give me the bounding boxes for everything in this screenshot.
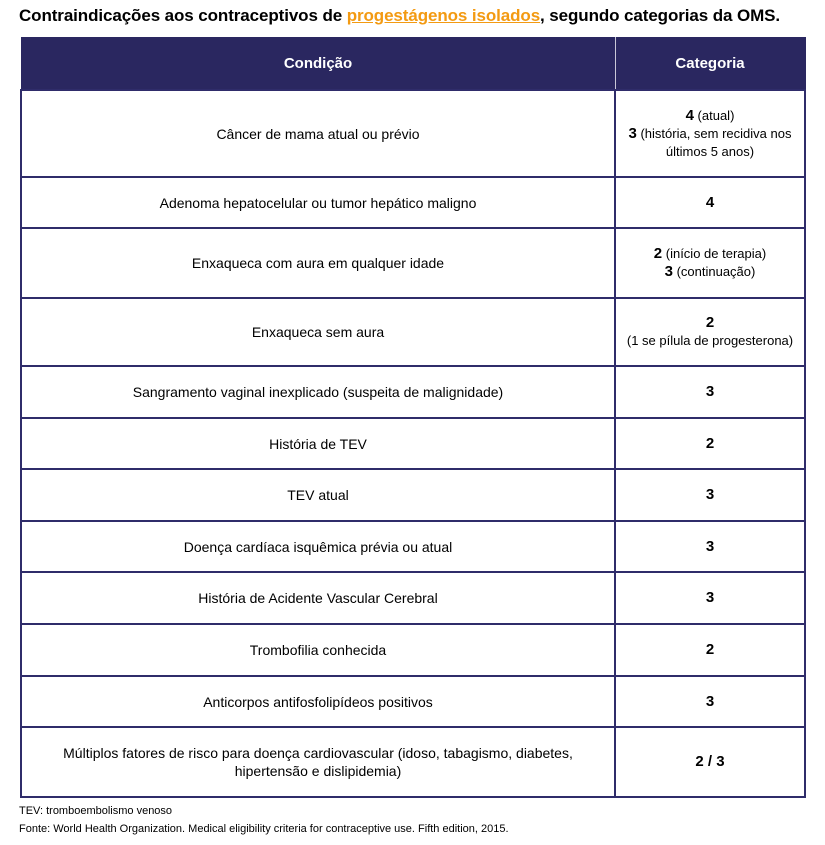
category-cell (615, 624, 805, 676)
table-header-row (21, 38, 805, 91)
category-number: 3 (628, 124, 637, 142)
header-condition: Condição (21, 38, 615, 91)
header-category: Categoria (615, 38, 805, 91)
category-line (624, 589, 796, 607)
category-number: 2 (705, 434, 715, 452)
contraindications-table (20, 37, 806, 798)
category-cell (615, 469, 805, 521)
condition-cell: Enxaqueca sem aura (21, 298, 615, 366)
category-line (624, 383, 796, 401)
title-highlight-link[interactable]: progestágenos isolados (346, 6, 541, 25)
category-cell (615, 90, 805, 177)
category-cell (615, 366, 805, 418)
table-row (21, 366, 805, 418)
table-row (21, 418, 805, 469)
category-note: (história, sem recidiva nos últimos 5 anos) (636, 125, 792, 159)
category-line (624, 125, 796, 161)
condition-cell: História de Acidente Vascular Cerebral (21, 572, 615, 624)
category-line (624, 263, 796, 281)
footnote-source: Fonte: World Health Organization. Medical eligibility criteria for contraceptive use. Fifth edition, 2015. (19, 823, 509, 835)
category-number: 3 (705, 589, 715, 606)
category-number: 2 / 3 (695, 753, 725, 770)
condition-cell: História de TEV (21, 418, 615, 469)
category-line (624, 194, 796, 212)
condition-cell: TEV atual (21, 469, 615, 521)
category-number: 3 (705, 486, 715, 503)
category-number: 3 (705, 692, 715, 710)
category-number: 2 (705, 641, 715, 658)
category-number: 3 (705, 537, 715, 555)
condition-cell: Anticorpos antifosfolipídeos positivos (21, 676, 615, 727)
category-number: 4 (685, 106, 694, 124)
condition-cell: Enxaqueca com aura em qualquer idade (21, 228, 615, 298)
condition-cell: Câncer de mama atual ou prévio (21, 90, 615, 177)
table-row (21, 228, 805, 298)
category-number: 3 (664, 263, 673, 280)
category-line (624, 314, 796, 332)
category-cell (615, 228, 805, 298)
category-line (624, 332, 796, 350)
table-row (21, 572, 805, 624)
condition-cell: Adenoma hepatocelular ou tumor hepático maligno (21, 177, 615, 228)
category-line (624, 107, 796, 125)
condition-cell: Doença cardíaca isquêmica prévia ou atual (21, 521, 615, 572)
category-cell (615, 676, 805, 727)
category-cell (615, 298, 805, 366)
category-number: 2 (705, 314, 715, 331)
category-cell (615, 572, 805, 624)
category-number: 4 (705, 193, 715, 211)
table-row (21, 469, 805, 521)
category-note: (início de terapia) (662, 246, 767, 261)
category-cell (615, 177, 805, 228)
condition-cell: Múltiplos fatores de risco para doença cardiovascular (idoso, tabagismo, diabetes, hipertensão e dislipidemia) (21, 727, 615, 797)
title-suffix: , segundo categorias da OMS. (540, 6, 781, 25)
category-line (624, 693, 796, 711)
page-title (19, 6, 780, 26)
table-row (21, 90, 805, 177)
category-line (624, 486, 796, 504)
category-line (624, 641, 796, 659)
table-row (21, 177, 805, 228)
title-prefix: Contraindicações aos contraceptivos de (19, 6, 347, 25)
category-line (624, 435, 796, 453)
category-line (624, 753, 796, 771)
category-note: (continuação) (672, 264, 756, 279)
category-number: 3 (705, 383, 715, 400)
category-cell (615, 521, 805, 572)
category-cell (615, 727, 805, 797)
category-number: 2 (653, 245, 663, 262)
table-row (21, 521, 805, 572)
condition-cell: Trombofilia conhecida (21, 624, 615, 676)
table-row (21, 727, 805, 797)
table-row (21, 624, 805, 676)
category-line (624, 245, 796, 263)
table-row (21, 676, 805, 727)
footnote-abbreviation: TEV: tromboembolismo venoso (19, 805, 173, 817)
category-note: (atual) (693, 107, 735, 123)
category-note: (1 se pílula de progesterona) (626, 333, 794, 348)
table-row (21, 298, 805, 366)
category-cell (615, 418, 805, 469)
condition-cell: Sangramento vaginal inexplicado (suspeita de malignidade) (21, 366, 615, 418)
category-line (624, 538, 796, 556)
